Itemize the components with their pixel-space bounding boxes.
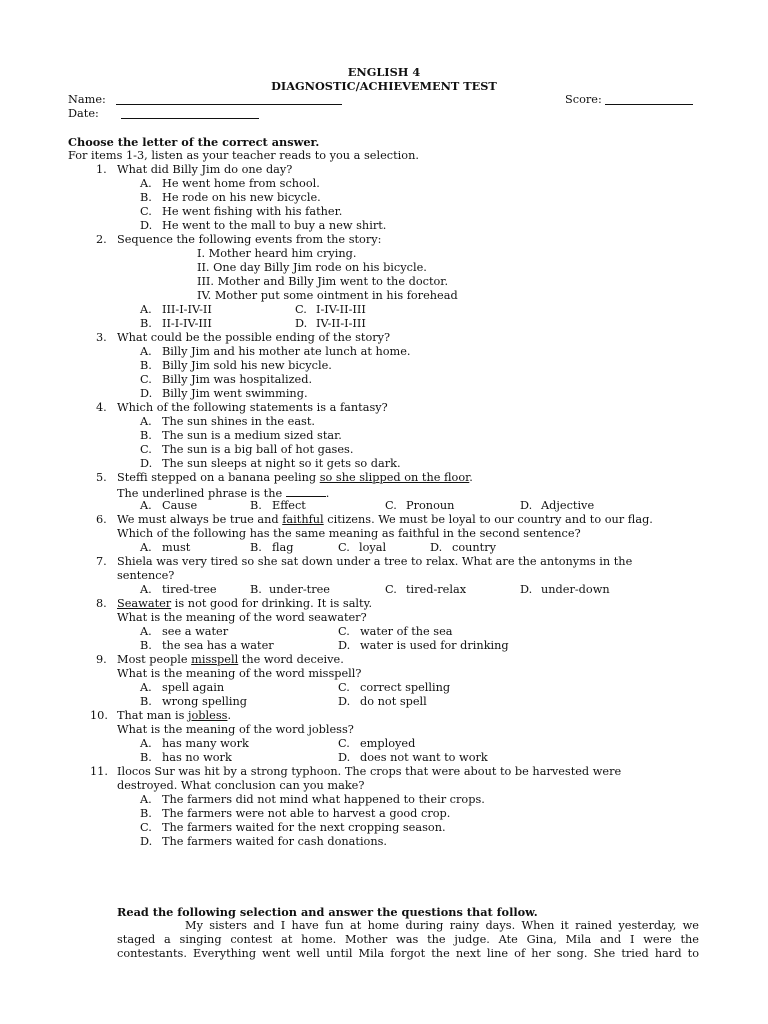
q8-b-letter: B. [140, 639, 152, 652]
selection-line-3: contestants. Everything went well until Mila forgot the next line of her song. She tried hard to [117, 947, 699, 960]
q2-a-text: III-I-IV-II [162, 303, 212, 316]
q6-underlined-word: faithful [282, 513, 324, 526]
q1-a-text: He went home from school. [162, 177, 320, 190]
q11-b-letter: B. [140, 807, 152, 820]
q2-d-text: IV-II-I-III [316, 317, 366, 330]
date-label: Date: [68, 107, 99, 120]
q10-question [117, 709, 231, 723]
q2-c-text: I-IV-II-III [316, 303, 366, 316]
q4-b-letter: B. [140, 429, 152, 442]
q6-number: 6. [96, 513, 107, 526]
q8-a-text: see a water [162, 625, 229, 638]
q1-c-text: He went fishing with his father. [162, 205, 343, 218]
q7-d-letter: D. [520, 583, 533, 596]
q6-question [117, 513, 653, 527]
q7-c-letter: C. [385, 583, 397, 596]
q5-question [117, 471, 473, 485]
q6-text-post: citizens. We must be loyal to our country and to our flag. [323, 513, 653, 526]
q5-b-text: Effect [272, 499, 306, 512]
q8-question [117, 597, 372, 611]
name-label: Name: [68, 93, 106, 106]
q8-underlined-word: Seawater [117, 597, 172, 610]
q11-c-letter: C. [140, 821, 152, 834]
q7-question-cont: sentence? [117, 569, 175, 582]
q7-a-text: tired-tree [162, 583, 217, 596]
q9-a-letter: A. [140, 681, 152, 694]
q4-d-text: The sun sleeps at night so it gets so dark. [162, 457, 401, 470]
q2-event-4: IV. Mother put some ointment in his forehead [197, 289, 458, 302]
q11-a-letter: A. [140, 793, 152, 806]
selection-heading: Read the following selection and answer the questions that follow. [117, 905, 538, 919]
q3-b-letter: B. [140, 359, 152, 372]
q3-a-letter: A. [140, 345, 152, 358]
q11-question-cont: destroyed. What conclusion can you make? [117, 779, 365, 792]
instruction-heading: Choose the letter of the correct answer. [68, 135, 320, 149]
q6-c-text: loyal [359, 541, 387, 554]
q10-underlined-word: jobless [188, 709, 228, 722]
q2-b-letter: B. [140, 317, 152, 330]
q8-c-text: water of the sea [360, 625, 453, 638]
q8-c-letter: C. [338, 625, 350, 638]
q8-b-text: the sea has a water [162, 639, 274, 652]
q5-d-text: Adjective [541, 499, 595, 512]
q5-d-letter: D. [520, 499, 533, 512]
q5-number: 5. [96, 471, 107, 484]
q6-text-pre: We must always be true and [117, 513, 283, 526]
q10-a-letter: A. [140, 737, 152, 750]
q8-prompt: What is the meaning of the word seawater? [117, 611, 367, 624]
q2-b-text: II-I-IV-III [162, 317, 212, 330]
q4-number: 4. [96, 401, 107, 414]
q10-a-text: has many work [162, 737, 249, 750]
q3-number: 3. [96, 331, 107, 344]
q6-d-letter: D. [430, 541, 443, 554]
q5-c-letter: C. [385, 499, 397, 512]
q11-number: 11. [90, 765, 108, 778]
q10-c-letter: C. [338, 737, 350, 750]
q11-d-text: The farmers waited for cash donations. [162, 835, 388, 848]
q8-number: 8. [96, 597, 107, 610]
test-subject-title: ENGLISH 4 [347, 65, 421, 79]
q9-b-letter: B. [140, 695, 152, 708]
q4-question: Which of the following statements is a fantasy? [117, 401, 388, 414]
q5-underlined-phrase: so she slipped on the floor [319, 471, 470, 484]
q3-question: What could be the possible ending of the story? [117, 331, 391, 344]
q9-b-text: wrong spelling [162, 695, 248, 708]
q3-b-text: Billy Jim sold his new bicycle. [162, 359, 332, 372]
q2-event-1: I. Mother heard him crying. [197, 247, 357, 260]
q9-a-text: spell again [162, 681, 225, 694]
q4-d-letter: D. [140, 457, 153, 470]
q3-d-letter: D. [140, 387, 153, 400]
q4-c-text: The sun is a big ball of hot gases. [162, 443, 354, 456]
selection-line-2: staged a singing contest at home. Mother was the judge. Ate Gina, Mila and I were the [117, 933, 699, 946]
q9-c-letter: C. [338, 681, 350, 694]
q1-b-text: He rode on his new bicycle. [162, 191, 321, 204]
q5-c-text: Pronoun [406, 499, 455, 512]
q2-d-letter: D. [295, 317, 308, 330]
q6-a-text: must [162, 541, 191, 554]
q6-c-letter: C. [338, 541, 350, 554]
q2-number: 2. [96, 233, 107, 246]
q11-b-text: The farmers were not able to harvest a good crop. [162, 807, 451, 820]
q4-c-letter: C. [140, 443, 152, 456]
q10-d-text: does not want to work [360, 751, 488, 764]
q9-underlined-word: misspell [191, 653, 239, 666]
q1-c-letter: C. [140, 205, 152, 218]
q11-question: Ilocos Sur was hit by a strong typhoon. The crops that were about to be harvested were [117, 765, 622, 778]
q7-number: 7. [96, 555, 107, 568]
q6-a-letter: A. [140, 541, 152, 554]
q9-d-letter: D. [338, 695, 351, 708]
q5-text-post: . [469, 471, 473, 484]
q7-question: Shiela was very tired so she sat down under a tree to relax. What are the antonyms in the [117, 555, 633, 568]
q5-a-text: Cause [162, 499, 198, 512]
name-blank[interactable] [116, 93, 342, 105]
q7-b-text: under-tree [269, 583, 330, 596]
q2-question: Sequence the following events from the story: [117, 233, 382, 246]
q10-text-pre: That man is [117, 709, 188, 722]
instruction-listen: For items 1-3, listen as your teacher reads to you a selection. [68, 149, 419, 162]
q4-b-text: The sun is a medium sized star. [162, 429, 342, 442]
q8-d-letter: D. [338, 639, 351, 652]
q3-a-text: Billy Jim and his mother ate lunch at home. [162, 345, 411, 358]
q5-a-letter: A. [140, 499, 152, 512]
q2-c-letter: C. [295, 303, 307, 316]
q3-c-letter: C. [140, 373, 152, 386]
q6-prompt: Which of the following has the same meaning as faithful in the second sentence? [117, 527, 581, 540]
q5-prompt-text: The underlined phrase is the [117, 487, 283, 500]
q1-d-text: He went to the mall to buy a new shirt. [162, 219, 387, 232]
q1-number: 1. [96, 163, 107, 176]
selection-line-1: My sisters and I have fun at home during rainy days. When it rained yesterday, we [185, 919, 699, 932]
q9-text-pre: Most people [117, 653, 192, 666]
q5-prompt: The underlined phrase is the . [117, 487, 330, 500]
q3-d-text: Billy Jim went swimming. [162, 387, 308, 400]
q8-a-letter: A. [140, 625, 152, 638]
q4-a-letter: A. [140, 415, 152, 428]
date-blank[interactable] [121, 107, 259, 119]
q1-a-letter: A. [140, 177, 152, 190]
q1-question: What did Billy Jim do one day? [117, 163, 293, 176]
q9-prompt: What is the meaning of the word misspell? [117, 667, 362, 680]
q7-b-letter: B. [250, 583, 262, 596]
q11-a-text: The farmers did not mind what happened to their crops. [162, 793, 485, 806]
q6-b-letter: B. [250, 541, 262, 554]
q10-number: 10. [90, 709, 108, 722]
q2-event-3: III. Mother and Billy Jim went to the doctor. [197, 275, 449, 288]
q4-a-text: The sun shines in the east. [162, 415, 315, 428]
q8-d-text: water is used for drinking [360, 639, 509, 652]
q10-c-text: employed [360, 737, 416, 750]
q2-event-2: II. One day Billy Jim rode on his bicycle. [197, 261, 427, 274]
q10-prompt: What is the meaning of the word jobless? [117, 723, 354, 736]
q9-text-post: the word deceive. [238, 653, 344, 666]
q5-text-pre: Steffi stepped on a banana peeling [117, 471, 320, 484]
q10-d-letter: D. [338, 751, 351, 764]
q9-number: 9. [96, 653, 107, 666]
q8-text-post: is not good for drinking. It is salty. [171, 597, 373, 610]
q9-c-text: correct spelling [360, 681, 451, 694]
q6-b-text: flag [272, 541, 294, 554]
test-title: DIAGNOSTIC/ACHIEVEMENT TEST [271, 79, 497, 93]
q5-b-letter: B. [250, 499, 262, 512]
q9-question [117, 653, 344, 667]
q7-c-text: tired-relax [406, 583, 467, 596]
score-label: Score: [565, 93, 602, 106]
q7-d-text: under-down [541, 583, 610, 596]
q1-d-letter: D. [140, 219, 153, 232]
q9-d-text: do not spell [360, 695, 427, 708]
q11-c-text: The farmers waited for the next cropping season. [162, 821, 446, 834]
score-blank[interactable] [605, 93, 693, 105]
q3-c-text: Billy Jim was hospitalized. [162, 373, 313, 386]
q1-b-letter: B. [140, 191, 152, 204]
q10-text-post: . [227, 709, 232, 722]
q10-b-letter: B. [140, 751, 152, 764]
q5-answer-blank[interactable] [286, 485, 326, 497]
q11-d-letter: D. [140, 835, 153, 848]
q2-a-letter: A. [140, 303, 152, 316]
q6-d-text: country [452, 541, 497, 554]
q10-b-text: has no work [162, 751, 232, 764]
q7-a-letter: A. [140, 583, 152, 596]
